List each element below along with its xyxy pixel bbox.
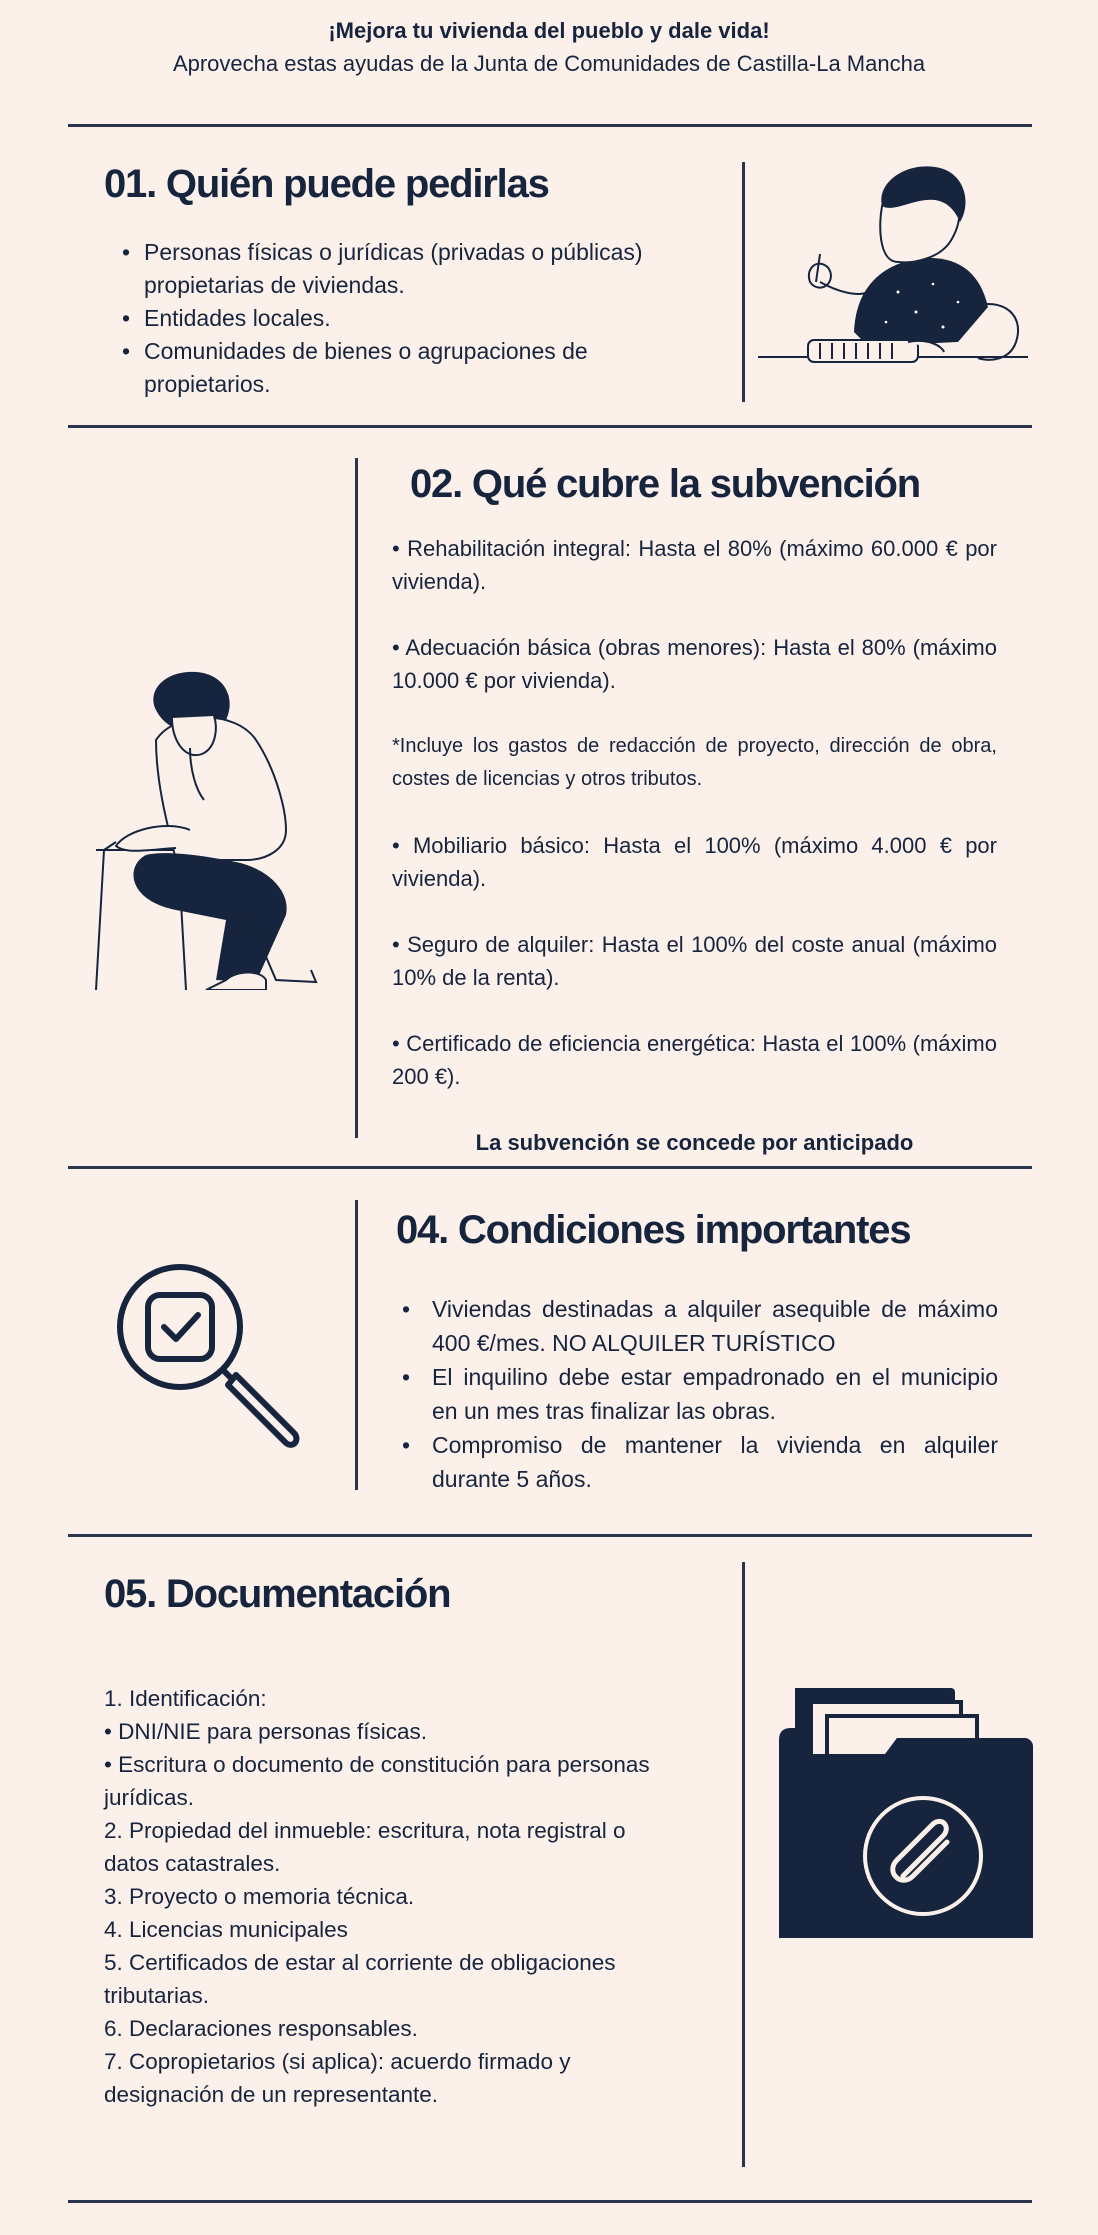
folder-paperclip-icon [775, 1680, 1035, 1942]
section5-list [104, 1682, 674, 2111]
person-thinking-illustration [86, 670, 326, 990]
coverage-item: • Mobiliario básico: Hasta el 100% (máximo 4.000 € por vivienda). [392, 833, 997, 891]
doc-line: • DNI/NIE para personas físicas. [104, 1719, 427, 1744]
section1-list [104, 236, 694, 401]
section5-title: 05. Documentación [104, 1572, 451, 1616]
doc-line: 5. Certificados de estar al corriente de obligaciones tributarias. [104, 1950, 616, 2008]
section2-title: 02. Qué cubre la subvención [410, 462, 921, 506]
section4-list [390, 1292, 998, 1496]
divider [355, 458, 358, 1138]
section2-body [392, 532, 997, 1159]
list-item: • Viviendas destinadas a alquiler asequible de máximo 400 €/mes. NO ALQUILER TURÍSTICO [390, 1292, 998, 1360]
coverage-note: *Incluye los gastos de redacción de proyecto, dirección de obra, costes de licencias y otros tributos. [392, 735, 997, 790]
divider [68, 1166, 1032, 1169]
person-reading-illustration [758, 162, 1038, 382]
coverage-item: • Rehabilitación integral: Hasta el 80% (máximo 60.000 € por vivienda). [392, 536, 997, 594]
intro-header [0, 14, 1098, 80]
magnifier-check-icon [108, 1255, 308, 1455]
section1-title: 01. Quién puede pedirlas [104, 162, 549, 206]
doc-line: 6. Declaraciones responsables. [104, 2016, 418, 2041]
divider [68, 124, 1032, 127]
intro-subtitle: Aprovecha estas ayudas de la Junta de Comunidades de Castilla-La Mancha [172, 51, 926, 76]
section4-title: 04. Condiciones importantes [396, 1208, 911, 1252]
divider [68, 1534, 1032, 1537]
coverage-item: • Seguro de alquiler: Hasta el 100% del coste anual (máximo 10% de la renta). [392, 932, 997, 990]
doc-line: 7. Copropietarios (si aplica): acuerdo firmado y designación de un representante. [104, 2049, 571, 2107]
divider [68, 2200, 1032, 2203]
list-item: • Comunidades de bienes o agrupaciones de propietarios. [104, 335, 694, 401]
list-item: • Compromiso de mantener la vivienda en alquiler durante 5 años. [390, 1428, 998, 1496]
doc-line: 4. Licencias municipales [104, 1917, 348, 1942]
doc-line: 3. Proyecto o memoria técnica. [104, 1884, 415, 1909]
doc-line: 1. Identificación: [104, 1686, 267, 1711]
coverage-footer: La subvención se concede por anticipado [475, 1130, 914, 1155]
divider [355, 1200, 358, 1490]
divider [68, 425, 1032, 428]
coverage-item: • Certificado de eficiencia energética: Hasta el 100% (máximo 200 €). [392, 1031, 997, 1089]
divider [742, 162, 745, 402]
coverage-item: • Adecuación básica (obras menores): Hasta el 80% (máximo 10.000 € por vivienda). [392, 635, 997, 693]
intro-headline: ¡Mejora tu vivienda del pueblo y dale vida! [328, 18, 770, 43]
list-item: • El inquilino debe estar empadronado en el municipio en un mes tras finalizar las obras. [390, 1360, 998, 1428]
doc-line: 2. Propiedad del inmueble: escritura, nota registral o datos catastrales. [104, 1818, 626, 1876]
doc-line: • Escritura o documento de constitución para personas jurídicas. [104, 1752, 650, 1810]
divider [742, 1562, 745, 2167]
list-item: • Entidades locales. [104, 302, 694, 335]
list-item: • Personas físicas o jurídicas (privadas o públicas) propietarias de viviendas. [104, 236, 694, 302]
